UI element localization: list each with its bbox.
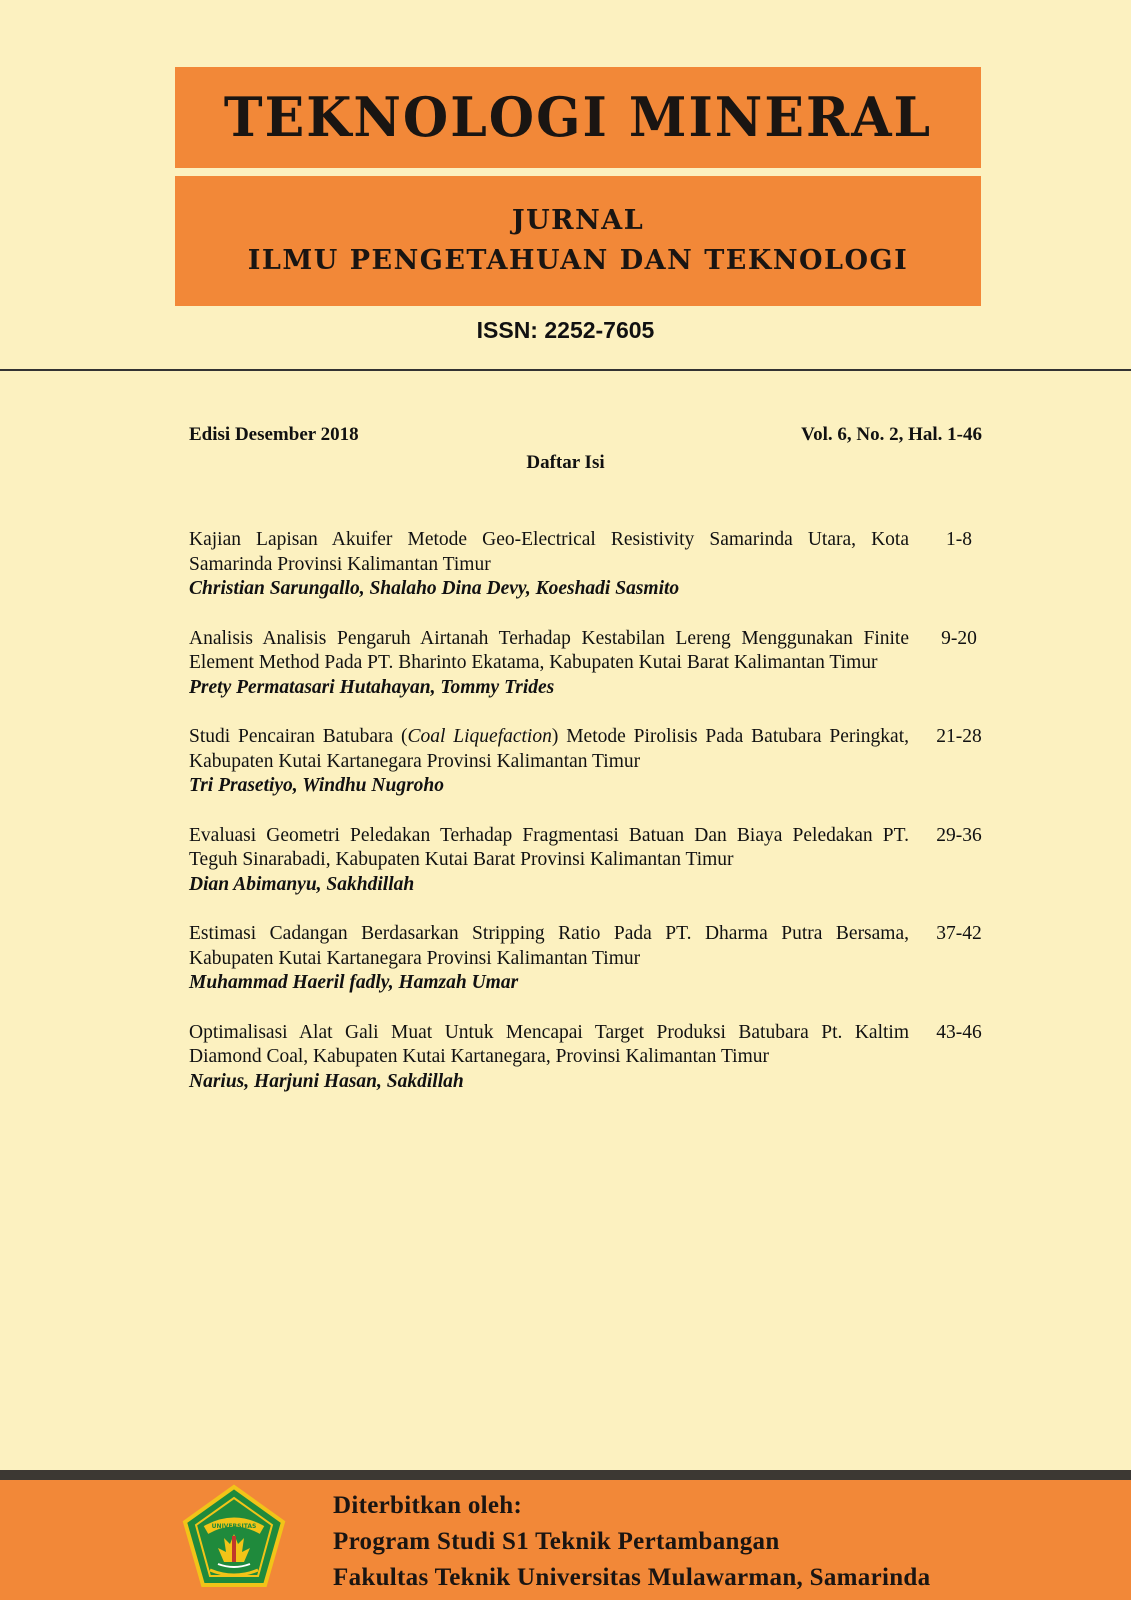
article-title[interactable]: Evaluasi Geometri Peledakan Terhadap Fragmentasi Batuan Dan Biaya Peledakan PT. Teguh Sinarabadi, Kabupaten Kutai Barat Provinsi Kalimantan Timur xyxy=(189,824,909,870)
article-pages: 29-36 xyxy=(936,824,982,846)
journal-subtitle-band xyxy=(175,176,981,306)
article-authors: Prety Permatasari Hutahayan, Tommy Trides xyxy=(189,676,555,698)
toc-entry[interactable] xyxy=(189,922,982,996)
article-title[interactable]: Analisis Analisis Pengaruh Airtanah Terhadap Kestabilan Lereng Menggunakan Finite Element Method Pada PT. Bharinto Ekatama, Kabupaten Kutai Barat Kalimantan Timur xyxy=(189,627,909,673)
journal-title-band xyxy=(175,67,981,168)
article-pages: 9-20 xyxy=(941,627,977,649)
publisher-label: Diterbitkan oleh: xyxy=(333,1492,523,1519)
article-authors: Narius, Harjuni Hasan, Sakdillah xyxy=(189,1070,464,1092)
table-of-contents xyxy=(189,528,982,1119)
article-title-italic: Coal Liquefaction xyxy=(407,726,552,747)
toc-entry[interactable] xyxy=(189,627,979,701)
article-title-part: ) Metode Pirolisis Pada Batubara Peringkat, Kabupaten Kutai Kartanegara Provinsi Kalimantan Timur xyxy=(189,726,910,772)
article-title-part: Studi Pencairan Batubara ( xyxy=(189,726,408,747)
university-logo-icon xyxy=(180,1484,288,1592)
article-title[interactable] xyxy=(189,725,909,774)
divider xyxy=(0,369,1131,371)
publisher-info xyxy=(333,1488,930,1596)
journal-title: TEKNOLOGI MINERAL xyxy=(223,85,933,150)
volume-info: Vol. 6, No. 2, Hal. 1-46 xyxy=(801,424,982,445)
article-authors: Christian Sarungallo, Shalaho Dina Devy, Koeshadi Sasmito xyxy=(189,578,680,599)
publisher-program: Program Studi S1 Teknik Pertambangan xyxy=(333,1528,780,1555)
toc-entry[interactable] xyxy=(189,824,982,898)
article-authors: Tri Prasetiyo, Windhu Nugroho xyxy=(189,775,445,796)
edition: Edisi Desember 2018 xyxy=(189,424,359,445)
article-authors: Dian Abimanyu, Sakhdillah xyxy=(189,873,415,895)
article-pages: 21-28 xyxy=(936,726,982,747)
article-title[interactable]: Estimasi Cadangan Berdasarkan Stripping Ratio Pada PT. Dharma Putra Bersama, Kabupaten Kutai Kartanegara Provinsi Kalimantan Timur xyxy=(189,923,909,969)
toc-entry[interactable] xyxy=(189,1021,982,1095)
toc-entry[interactable] xyxy=(189,725,982,799)
article-pages: 43-46 xyxy=(936,1021,982,1043)
article-pages: 1-8 xyxy=(946,529,972,550)
article-title[interactable]: Optimalisasi Alat Gali Muat Untuk Mencapai Target Produksi Batubara Pt. Kaltim Diamond Coal, Kabupaten Kutai Kartanegara, Provinsi Kalimantan Timur xyxy=(189,1021,909,1067)
issn: ISSN: 2252-7605 xyxy=(476,317,655,343)
toc-entry[interactable] xyxy=(189,528,979,602)
publisher-faculty: Fakultas Teknik Universitas Mulawarman, Samarinda xyxy=(333,1564,931,1591)
logo-text: UNIVERSITAS xyxy=(211,1523,257,1530)
journal-subtitle-line1: JURNAL xyxy=(511,205,645,236)
article-pages: 37-42 xyxy=(936,923,982,944)
article-authors: Muhammad Haeril fadly, Hamzah Umar xyxy=(189,972,519,993)
journal-subtitle-line2: ILMU PENGETAHUAN DAN TEKNOLOGI xyxy=(247,245,909,276)
toc-heading: Daftar Isi xyxy=(526,452,605,473)
footer-strip xyxy=(0,1470,1131,1480)
article-title[interactable]: Kajian Lapisan Akuifer Metode Geo-Electrical Resistivity Samarinda Utara, Kota Samarinda Provinsi Kalimantan Timur xyxy=(189,529,909,575)
